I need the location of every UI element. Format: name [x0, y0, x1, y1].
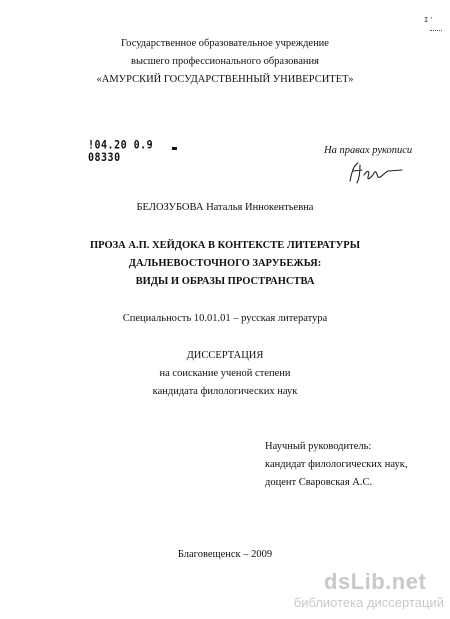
title-line1: ПРОЗА А.П. ХЕЙДОКА В КОНТЕКСТЕ ЛИТЕРАТУРЫ — [89, 240, 361, 251]
header-institution-line2: высшего профессионального образования — [131, 56, 319, 67]
specialty: Специальность 10.01.01 – русская литература — [122, 313, 328, 324]
stamp-dash — [172, 147, 177, 150]
header-institution-line1: Государственное образовательное учреждение — [121, 38, 329, 49]
title-line3: ВИДЫ И ОБРАЗЫ ПРОСТРАНСТВА — [135, 276, 315, 287]
degree-line1: на соискание ученой степени — [159, 368, 291, 379]
place-year: Благовещенск – 2009 — [177, 549, 273, 560]
supervisor-degree: кандидат филологических наук, — [265, 459, 408, 470]
supervisor-label: Научный руководитель: — [265, 441, 372, 452]
author-name: БЕЛОЗУБОВА Наталья Иннокентьевна — [136, 202, 314, 213]
dissertation-label: ДИССЕРТАЦИЯ — [186, 350, 264, 361]
corner-dots — [430, 30, 442, 34]
manuscript-rights: На правах рукописи — [324, 145, 413, 156]
archive-stamp — [88, 133, 178, 165]
header-university-name: «АМУРСКИЙ ГОСУДАРСТВЕННЫЙ УНИВЕРСИТЕТ» — [96, 74, 354, 85]
title-line2: ДАЛЬНЕВОСТОЧНОГО ЗАРУБЕЖЬЯ: — [128, 258, 322, 269]
handwritten-signature — [344, 159, 404, 187]
degree-line2: кандидата филологических наук — [152, 386, 298, 397]
watermark-subtitle: библиотека диссертаций — [293, 595, 444, 610]
watermark-logo: dsLib.net — [324, 569, 427, 594]
watermark — [268, 569, 444, 613]
corner-mark: I' — [424, 16, 435, 24]
stamp-code: !04.20 0.9 08330 — [88, 139, 154, 165]
supervisor-name: доцент Сваровская А.С. — [265, 477, 373, 488]
